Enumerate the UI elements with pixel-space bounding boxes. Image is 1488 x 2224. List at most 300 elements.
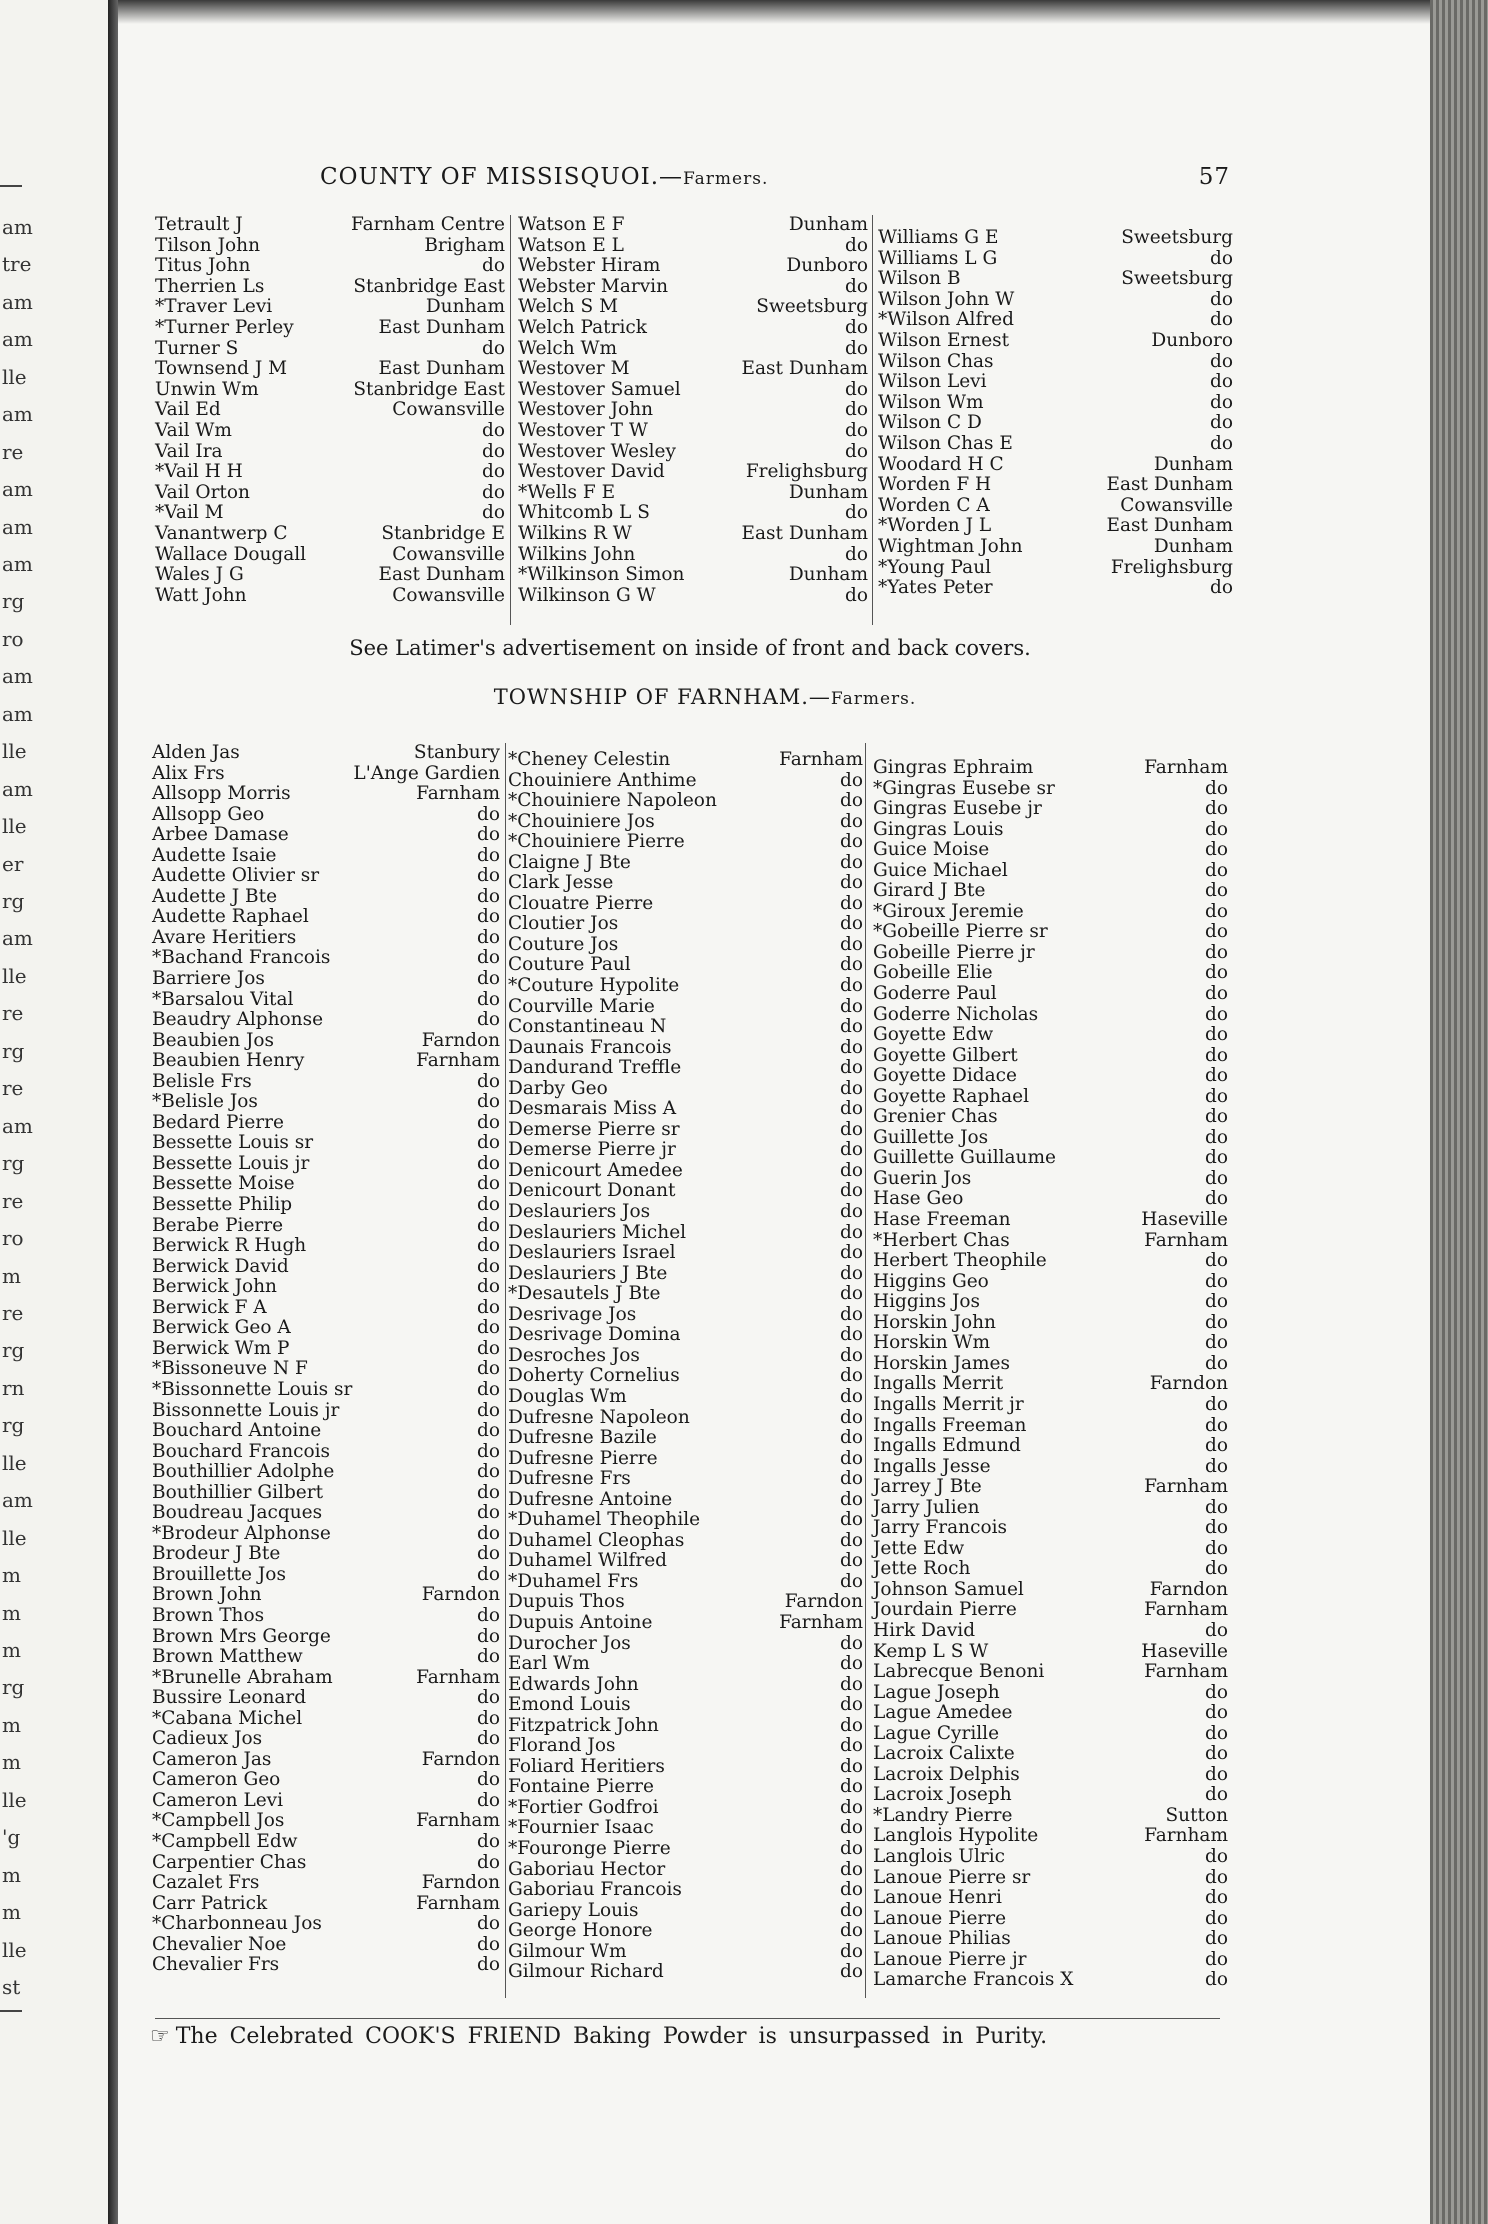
- directory-entry: [878, 578, 1233, 599]
- directory-entry: [152, 1935, 500, 1956]
- entry-place: do: [482, 461, 505, 483]
- directory-entry: [508, 853, 863, 874]
- directory-entry: [508, 812, 863, 833]
- directory-entry: [152, 1072, 500, 1093]
- entry-place: Farnham: [416, 1666, 500, 1688]
- entry-name: Cameron Levi: [152, 1789, 284, 1811]
- book-gutter: [108, 0, 118, 2224]
- directory-entry: [508, 914, 863, 935]
- entry-name: *Giroux Jeremie: [873, 900, 1024, 922]
- directory-entry: [155, 256, 505, 277]
- entry-name: Audette J Bte: [152, 885, 278, 907]
- entry-name: Unwin Wm: [155, 378, 259, 400]
- entry-name: *Campbell Jos: [152, 1810, 285, 1832]
- entry-name: Wilkinson G W: [518, 584, 656, 606]
- entry-place: do: [840, 995, 863, 1017]
- entry-place: Dunboro: [786, 255, 868, 277]
- entry-place: do: [840, 954, 863, 976]
- entry-place: do: [840, 1427, 863, 1449]
- directory-entry: [508, 1716, 863, 1737]
- directory-entry: [152, 1339, 500, 1360]
- entry-name: Brown Mrs George: [152, 1625, 331, 1647]
- entry-name: Brouillette Jos: [152, 1563, 286, 1585]
- directory-entry: [152, 1051, 500, 1072]
- directory-entry: [508, 1798, 863, 1819]
- entry-name: Cameron Jas: [152, 1748, 272, 1770]
- entry-name: Demerse Pierre jr: [508, 1139, 676, 1161]
- entry-name: *Traver Levi: [155, 296, 273, 318]
- directory-entry: [508, 1017, 863, 1038]
- entry-place: do: [477, 1132, 500, 1154]
- entry-name: Berwick R Hugh: [152, 1235, 307, 1257]
- directory-entry: [508, 1038, 863, 1059]
- entry-place: do: [1205, 1024, 1228, 1046]
- directory-entry: [155, 215, 505, 236]
- directory-column-1: [155, 215, 505, 606]
- directory-entry: [873, 902, 1228, 923]
- entry-place: do: [477, 1789, 500, 1811]
- entry-name: Vail Wm: [155, 419, 232, 441]
- facing-page-fragment: am: [2, 1113, 33, 1138]
- footer-rule: [155, 2018, 1220, 2019]
- entry-name: Lacroix Joseph: [873, 1784, 1012, 1806]
- entry-place: do: [477, 988, 500, 1010]
- directory-entry: [873, 1806, 1228, 1827]
- entry-name: Chouiniere Anthime: [508, 769, 697, 791]
- entry-place: do: [1205, 1106, 1228, 1128]
- entry-place: do: [840, 1694, 863, 1716]
- entry-place: do: [845, 502, 868, 524]
- entry-name: Dupuis Antoine: [508, 1611, 653, 1633]
- directory-entry: [878, 516, 1233, 537]
- column-divider: [510, 215, 511, 625]
- directory-entry: [873, 1374, 1228, 1395]
- directory-entry: [518, 586, 868, 607]
- entry-name: Welch Patrick: [518, 316, 647, 338]
- entry-name: Alden Jas: [152, 742, 240, 763]
- entry-name: Ingalls Merrit jr: [873, 1393, 1024, 1415]
- entry-name: *Young Paul: [878, 556, 992, 578]
- directory-entry: [873, 1580, 1228, 1601]
- entry-place: do: [477, 1604, 500, 1626]
- entry-name: Labrecque Benoni: [873, 1661, 1045, 1683]
- entry-place: do: [1205, 1537, 1228, 1559]
- entry-place: do: [840, 1673, 863, 1695]
- entry-name: Dandurand Treffle: [508, 1057, 682, 1079]
- directory-entry: [873, 1518, 1228, 1539]
- entry-name: *Barsalou Vital: [152, 988, 294, 1010]
- entry-name: Worden F H: [878, 474, 992, 496]
- directory-entry: [873, 1642, 1228, 1663]
- directory-entry: [878, 434, 1233, 455]
- entry-place: Farnham: [1144, 757, 1228, 778]
- column-divider: [865, 743, 866, 1998]
- entry-name: Bussire Leonard: [152, 1687, 307, 1709]
- entry-name: Deslauriers Jos: [508, 1201, 651, 1223]
- entry-place: do: [1205, 798, 1228, 820]
- entry-place: do: [840, 1879, 863, 1901]
- entry-name: Ingalls Edmund: [873, 1435, 1021, 1457]
- directory-entry: [518, 442, 868, 463]
- entry-place: Dunham: [1153, 453, 1233, 475]
- directory-entry: [155, 524, 505, 545]
- directory-entry: [508, 1757, 863, 1778]
- facing-page-fragment: am: [2, 776, 33, 801]
- entry-name: Deslauriers Israel: [508, 1242, 676, 1264]
- directory-entry: [152, 1873, 500, 1894]
- directory-entry: [518, 421, 868, 442]
- entry-name: Whitcomb L S: [518, 502, 650, 524]
- entry-name: Desmarais Miss A: [508, 1098, 677, 1120]
- entry-place: do: [840, 1509, 863, 1531]
- entry-name: Edwards John: [508, 1673, 639, 1695]
- entry-name: Courville Marie: [508, 995, 655, 1017]
- entry-name: Westover Samuel: [518, 378, 681, 400]
- directory-entry: [508, 997, 863, 1018]
- facing-page-fragment: 'g: [2, 1825, 21, 1850]
- entry-place: do: [482, 440, 505, 462]
- directory-entry: [508, 1490, 863, 1511]
- facing-page-fragment: m: [2, 1263, 21, 1288]
- entry-name: Fitzpatrick John: [508, 1714, 659, 1736]
- entry-place: do: [840, 1365, 863, 1387]
- entry-place: do: [477, 885, 500, 907]
- facing-page-fragment: am: [2, 477, 33, 502]
- entry-name: Welch Wm: [518, 337, 618, 359]
- entry-place: do: [1205, 1496, 1228, 1518]
- directory-entry: [873, 1970, 1228, 1991]
- entry-name: *Cabana Michel: [152, 1707, 303, 1729]
- entry-place: Farndon: [784, 1591, 863, 1613]
- entry-name: Dufresne Frs: [508, 1468, 631, 1490]
- directory-entry: [152, 1195, 500, 1216]
- entry-place: do: [1205, 1352, 1228, 1374]
- directory-entry: [508, 1449, 863, 1470]
- entry-place: do: [840, 1324, 863, 1346]
- entry-place: do: [1205, 1784, 1228, 1806]
- directory-entry: [152, 1729, 500, 1750]
- entry-name: Belisle Frs: [152, 1070, 252, 1092]
- directory-entry: [873, 1826, 1228, 1847]
- entry-place: do: [477, 1707, 500, 1729]
- entry-place: Farnham: [1144, 1599, 1228, 1621]
- entry-name: *Fortier Godfroi: [508, 1796, 659, 1818]
- entry-place: do: [840, 1057, 863, 1079]
- entry-place: East Dunham: [378, 316, 505, 338]
- entry-name: Horskin John: [873, 1311, 996, 1333]
- directory-entry: [518, 277, 868, 298]
- entry-place: do: [840, 831, 863, 853]
- directory-entry: [155, 565, 505, 586]
- entry-place: do: [477, 1563, 500, 1585]
- entry-place: Sweetsburg: [1121, 268, 1233, 290]
- directory-entry: [152, 1811, 500, 1832]
- entry-place: do: [477, 1420, 500, 1442]
- entry-name: Lague Joseph: [873, 1681, 1000, 1703]
- directory-entry: [518, 236, 868, 257]
- facing-page-fragment: rg: [2, 1675, 25, 1700]
- entry-place: do: [840, 1180, 863, 1202]
- entry-place: do: [482, 419, 505, 441]
- directory-entry: [508, 1305, 863, 1326]
- directory-entry: [508, 1181, 863, 1202]
- directory-entry: [508, 1634, 863, 1655]
- entry-place: Farndon: [421, 1872, 500, 1894]
- directory-entry: [155, 421, 505, 442]
- directory-entry: [508, 1469, 863, 1490]
- entry-name: Jette Roch: [873, 1558, 971, 1580]
- entry-name: Wilson B: [878, 268, 961, 290]
- directory-entry: [508, 1387, 863, 1408]
- entry-place: do: [1205, 1702, 1228, 1724]
- facing-page-fragment: rg: [2, 1038, 25, 1063]
- entry-place: do: [1205, 962, 1228, 984]
- entry-name: Langlois Hypolite: [873, 1825, 1039, 1847]
- directory-entry: [873, 943, 1228, 964]
- directory-entry: [873, 840, 1228, 861]
- directory-entry: [873, 1539, 1228, 1560]
- entry-place: Farnham: [779, 1611, 863, 1633]
- directory-entry: [508, 1613, 863, 1634]
- entry-place: do: [1205, 1681, 1228, 1703]
- entry-place: do: [1205, 1907, 1228, 1929]
- entry-name: Wilson Wm: [878, 391, 984, 413]
- directory-entry: [508, 1592, 863, 1613]
- entry-name: Lanoue Philias: [873, 1928, 1011, 1950]
- entry-name: Durocher Jos: [508, 1632, 631, 1654]
- entry-place: Dunham: [425, 296, 505, 318]
- entry-name: Goyette Didace: [873, 1065, 1017, 1087]
- entry-name: Wallace Dougall: [155, 543, 307, 565]
- entry-name: Goyette Gilbert: [873, 1044, 1018, 1066]
- entry-place: Brigham: [424, 234, 505, 256]
- entry-place: do: [840, 1118, 863, 1140]
- column-divider: [872, 215, 873, 625]
- entry-name: Langlois Ulric: [873, 1845, 1006, 1867]
- facing-page-fragment: lle: [2, 1525, 27, 1550]
- entry-place: Farndon: [421, 1748, 500, 1770]
- entry-name: Lague Amedee: [873, 1702, 1013, 1724]
- entry-place: do: [1205, 921, 1228, 943]
- entry-place: do: [477, 1337, 500, 1359]
- entry-place: do: [845, 584, 868, 606]
- entry-name: Beaubien Henry: [152, 1050, 305, 1072]
- entry-name: Gilmour Richard: [508, 1961, 664, 1983]
- directory-entry: [873, 1436, 1228, 1457]
- entry-name: Deslauriers J Bte: [508, 1262, 668, 1284]
- entry-place: Farnham: [1144, 1661, 1228, 1683]
- entry-place: do: [1205, 1085, 1228, 1107]
- entry-place: do: [477, 1830, 500, 1852]
- facing-page-fragment: ro: [2, 626, 24, 651]
- entry-place: Dunham: [788, 214, 868, 235]
- entry-name: Ingalls Merrit: [873, 1373, 1004, 1395]
- facing-page-fragment: rg: [2, 589, 25, 614]
- directory-entry: [518, 380, 868, 401]
- directory-entry: [518, 297, 868, 318]
- entry-name: Vail Ira: [155, 440, 223, 462]
- directory-entry: [152, 1318, 500, 1339]
- entry-place: do: [477, 1461, 500, 1483]
- entry-name: Denicourt Amedee: [508, 1159, 683, 1181]
- entry-place: do: [477, 1913, 500, 1935]
- entry-name: Wilson Chas: [878, 350, 994, 372]
- entry-name: Florand Jos: [508, 1735, 616, 1757]
- entry-name: Webster Marvin: [518, 275, 668, 297]
- entry-name: Gobeille Pierre jr: [873, 941, 1035, 963]
- directory-entry: [155, 236, 505, 257]
- facing-page-fragment: er: [2, 851, 24, 876]
- entry-name: Wightman John: [878, 535, 1023, 557]
- entry-name: Guillette Guillaume: [873, 1147, 1056, 1169]
- directory-entry: [873, 799, 1228, 820]
- entry-name: *Wilkinson Simon: [518, 564, 685, 586]
- page-title-main: COUNTY OF MISSISQUOI.—: [320, 164, 684, 190]
- directory-entry: [878, 249, 1233, 270]
- entry-name: Westover T W: [518, 419, 648, 441]
- entry-name: Westover John: [518, 399, 654, 421]
- directory-entry: [508, 1942, 863, 1963]
- entry-place: do: [845, 378, 868, 400]
- entry-name: Guice Michael: [873, 859, 1008, 881]
- directory-entry: [155, 483, 505, 504]
- entry-name: *Chouiniere Jos: [508, 810, 655, 832]
- directory-entry: [873, 1313, 1228, 1334]
- directory-entry: [508, 1531, 863, 1552]
- directory-entry: [155, 339, 505, 360]
- directory-entry: [518, 545, 868, 566]
- facing-page-fragment: am: [2, 215, 33, 239]
- entry-name: Earl Wm: [508, 1653, 590, 1675]
- entry-name: Berwick John: [152, 1276, 277, 1298]
- directory-entry: [873, 1025, 1228, 1046]
- entry-place: do: [1210, 309, 1233, 331]
- entry-name: Lague Cyrille: [873, 1722, 1000, 1744]
- directory-entry: [508, 1223, 863, 1244]
- entry-name: Constantineau N: [508, 1016, 667, 1038]
- directory-entry: [873, 1785, 1228, 1806]
- entry-place: do: [1205, 1517, 1228, 1539]
- entry-place: do: [840, 1221, 863, 1243]
- entry-name: Berabe Pierre: [152, 1214, 284, 1236]
- directory-entry: [508, 1921, 863, 1942]
- entry-place: do: [1205, 1393, 1228, 1415]
- directory-entry: [508, 955, 863, 976]
- facing-page-fragment: am: [2, 327, 33, 352]
- entry-name: Tetrault J: [155, 214, 243, 235]
- farnham-column-3: [873, 758, 1228, 1991]
- entry-place: do: [840, 1899, 863, 1921]
- entry-name: Bessette Louis sr: [152, 1132, 314, 1154]
- directory-entry: [155, 318, 505, 339]
- farnham-column-1: [152, 743, 500, 1976]
- entry-place: do: [1205, 1743, 1228, 1765]
- directory-entry: [518, 565, 868, 586]
- entry-name: Daunais Francois: [508, 1036, 672, 1058]
- directory-entry: [152, 1462, 500, 1483]
- entry-name: Gobeille Elie: [873, 962, 993, 984]
- entry-place: do: [840, 1242, 863, 1264]
- entry-place: do: [1205, 1311, 1228, 1333]
- entry-name: Wilkins R W: [518, 522, 632, 544]
- directory-entry: [152, 1442, 500, 1463]
- entry-name: Alix Frs: [152, 762, 225, 784]
- facing-page-rule: [0, 2010, 22, 2012]
- entry-place: do: [482, 502, 505, 524]
- directory-entry: [873, 861, 1228, 882]
- entry-name: Allsopp Geo: [152, 803, 265, 825]
- directory-entry: [152, 1216, 500, 1237]
- facing-page-fragment: re: [2, 1076, 24, 1101]
- facing-page-fragment: lle: [2, 814, 27, 839]
- directory-entry: [152, 784, 500, 805]
- directory-entry: [873, 1950, 1228, 1971]
- directory-entry: [155, 586, 505, 607]
- entry-name: *Couture Hypolite: [508, 975, 680, 997]
- entry-place: do: [477, 1543, 500, 1565]
- entry-name: Watson E L: [518, 234, 624, 256]
- entry-place: do: [840, 1447, 863, 1469]
- directory-entry: [508, 1243, 863, 1264]
- entry-name: Wilson Levi: [878, 371, 987, 393]
- facing-page-fragment: rg: [2, 1151, 25, 1176]
- entry-name: *Gobeille Pierre sr: [873, 921, 1048, 943]
- entry-name: Gingras Louis: [873, 818, 1004, 840]
- entry-place: do: [840, 1262, 863, 1284]
- entry-name: Bouthillier Adolphe: [152, 1461, 335, 1483]
- entry-place: do: [1205, 941, 1228, 963]
- entry-name: Berwick Wm P: [152, 1337, 290, 1359]
- entry-place: do: [477, 1728, 500, 1750]
- directory-entry: [155, 462, 505, 483]
- directory-entry: [152, 1750, 500, 1771]
- facing-page-fragment: lle: [2, 1450, 27, 1475]
- directory-entry: [508, 1777, 863, 1798]
- entry-place: do: [477, 1954, 500, 1976]
- entry-place: do: [477, 1358, 500, 1380]
- directory-entry: [152, 887, 500, 908]
- entry-place: L'Ange Gardien: [353, 762, 500, 784]
- entry-name: Watson E F: [518, 214, 625, 235]
- directory-entry: [873, 1272, 1228, 1293]
- entry-place: do: [477, 1276, 500, 1298]
- entry-place: do: [1210, 391, 1233, 413]
- entry-place: do: [840, 1488, 863, 1510]
- entry-name: Demerse Pierre sr: [508, 1118, 680, 1140]
- directory-entry: [508, 1839, 863, 1860]
- entry-name: Clouatre Pierre: [508, 892, 654, 914]
- directory-entry: [873, 1189, 1228, 1210]
- facing-page-fragment: re: [2, 1300, 24, 1325]
- directory-entry: [152, 1914, 500, 1935]
- entry-name: *Chouiniere Pierre: [508, 831, 685, 853]
- directory-entry: [873, 963, 1228, 984]
- entry-place: do: [840, 1858, 863, 1880]
- entry-name: *Wells F E: [518, 481, 616, 503]
- entry-place: Farnham: [1144, 1476, 1228, 1498]
- facing-page-fragment: m: [2, 1712, 21, 1737]
- footer-advertisement: [150, 2024, 1230, 2049]
- entry-name: *Campbell Edw: [152, 1830, 298, 1852]
- directory-entry: [873, 1888, 1228, 1909]
- entry-name: Brown Matthew: [152, 1646, 303, 1668]
- entry-place: do: [1205, 1948, 1228, 1970]
- entry-name: Desrivage Domina: [508, 1324, 681, 1346]
- entry-name: Horskin James: [873, 1352, 1010, 1374]
- entry-name: Claigne J Bte: [508, 851, 631, 873]
- entry-name: Duhamel Wilfred: [508, 1550, 667, 1572]
- directory-entry: [152, 1174, 500, 1195]
